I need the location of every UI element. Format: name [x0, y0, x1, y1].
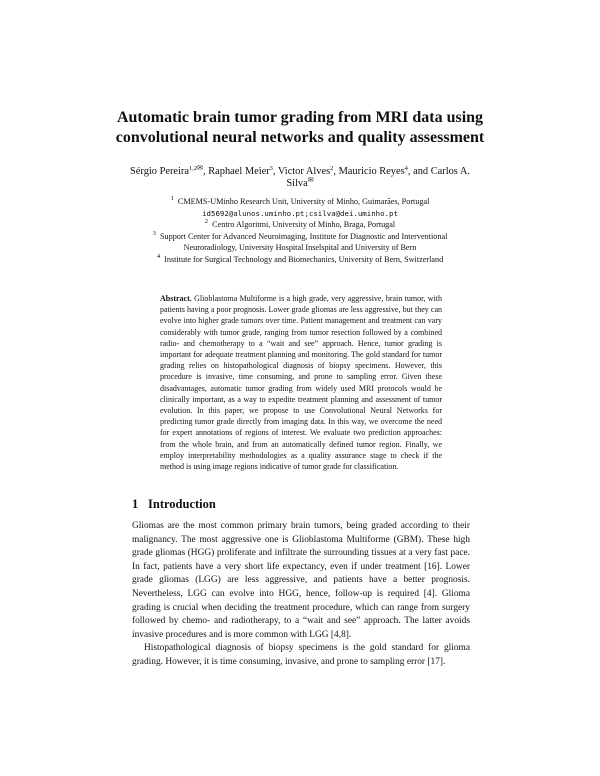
affiliation [96, 254, 504, 266]
author-separator: , [272, 166, 278, 177]
affiliation-text: CMEMS-UMinho Research Unit, University of Minho, Guimarães, Portugal [177, 197, 430, 206]
affiliation-email [96, 208, 504, 220]
author-affiliation-marker: 2 [330, 165, 334, 172]
author-name: Victor Alves [277, 166, 331, 177]
author [208, 166, 278, 177]
author-name: Mauricio Reyes [338, 166, 405, 177]
section-heading [132, 496, 216, 512]
author [130, 166, 208, 177]
affiliation-marker: 4 [156, 252, 161, 260]
author-name: Sérgio Pereira [130, 166, 189, 177]
author-name: Carlos A. Silva [286, 166, 470, 189]
affiliation [96, 196, 504, 208]
paragraph: Histopathological diagnosis of biopsy specimens is the gold standard for glioma grading. However, it is time consuming, invasive, and prone to sampling error [17]. [132, 643, 470, 667]
affiliation-text: Neuroradiology, University Hospital Inselspital and University of Bern [183, 243, 417, 253]
affiliation-text: Centro Algoritmi, University of Minho, Braga, Portugal [212, 220, 396, 230]
body-text [132, 520, 470, 670]
email-addresses: id5692@alunos.uminho.pt;csilva@dei.uminho.pt [202, 208, 398, 218]
author [339, 166, 431, 177]
author-affiliation-marker: 4 [404, 165, 408, 172]
title-line: Automatic brain tumor grading from MRI data using [116, 109, 484, 126]
author-separator: , [333, 166, 339, 177]
author-name: Raphael Meier [208, 166, 270, 177]
affiliation [96, 231, 504, 243]
paper-title [0, 108, 600, 148]
affiliation-text: Institute for Surgical Technology and Biomechanics, University of Bern, Switzerland [164, 254, 444, 264]
author-separator: , [203, 166, 209, 177]
author-list [120, 166, 480, 190]
affiliation-list [96, 196, 504, 266]
affiliation-text: Support Center for Advanced Neuroimaging, Institute for Diagnostic and Interventional [159, 231, 448, 241]
abstract-text: Glioblastoma Multiforme is a high grade, very aggressive, brain tumor, with patients having a poor prognosis. Lower grade gliomas are less aggressive, but they can evolve into higher grade tumors over time. Patient management and treatment can vary considerably with tumor grade, ranging from tumor resection followed by a combined radio- and chemotherapy to a “wait and see” approach. Hence, tumor grading is important for adequate treatment planning and monitoring. The gold standard for tumor grading relies on histopathological diagnosis of biopsy specimens. However, this procedure is invasive, time consuming, and prone to sampling error. Given these disadvantages, automatic tumor grading from widely used MRI protocols would be clinically important, as a way to expedite treatment planning and assessment of tumor evolution. In this paper, we propose to use Convolutional Neural Networks for predicting tumor grade directly from imaging data. In this way, we overcome the need for expert annotations of regions of interest. We evaluate two prediction approaches: from the whole brain, and from an automatically defined tumor region. Finally, we employ interpretability methodologies as a quality assurance stage to check if the method is using image regions indicative of tumor grade for classification. [160, 294, 442, 472]
author-separator: , and [407, 166, 431, 177]
affiliation-marker: 1 [170, 195, 174, 202]
author-affiliation-marker: 3 [269, 165, 273, 172]
envelope-icon: ✉ [197, 164, 203, 172]
envelope-icon: ✉ [307, 176, 314, 184]
affiliation-marker: 3 [152, 229, 156, 237]
author-affiliation-marker: 1,2 [189, 165, 198, 172]
section-title: Introduction [148, 497, 216, 511]
affiliation-marker: 2 [204, 218, 209, 226]
abstract-label: Abstract. [160, 294, 192, 303]
paragraph: Gliomas are the most common primary brain tumors, being graded according to their malignancy. The most aggressive one is Glioblastoma Multiforme (GBM). These high grade gliomas (HGG) proliferate and infiltrate the surrounding tissues at a very fast pace. In fact, patients have a very short life expectancy, even if under treatment [16]. Lower grade gliomas (LGG) are less aggressive, and patients have a better prognosis. Nevertheless, LGG can evolve into HGG, hence, follow-up is required [4]. Glioma grading is crucial when deciding the treatment procedure, which can range from surgery followed by chemo- and radiotherapy, to a “wait and see” approach. The latter avoids invasive procedures and is more common with LGG [4,8]. [132, 521, 470, 640]
abstract [160, 293, 442, 472]
affiliation [96, 219, 504, 231]
title-line: convolutional neural networks and quality assessment [115, 129, 485, 146]
section-number: 1 [132, 497, 139, 511]
